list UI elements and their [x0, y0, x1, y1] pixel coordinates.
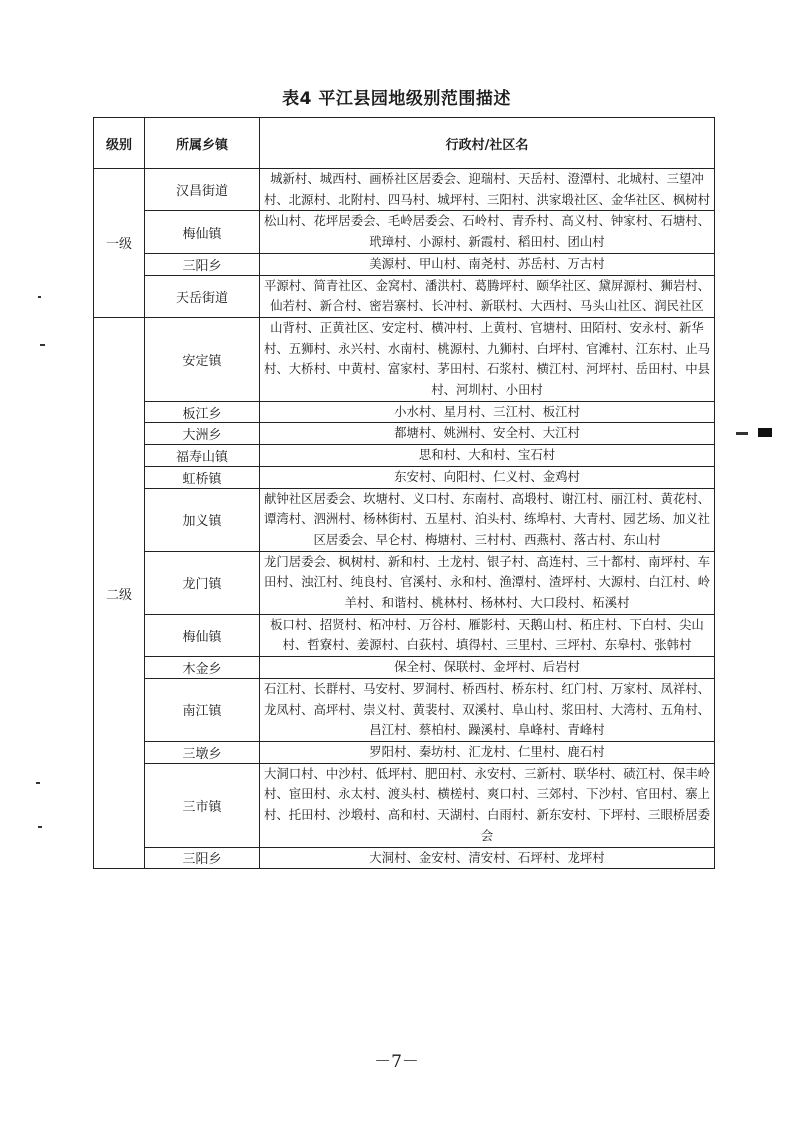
town-cell: 南江镇 [145, 678, 260, 741]
town-cell: 安定镇 [145, 317, 260, 401]
header-town: 所属乡镇 [145, 118, 260, 169]
villages-cell: 平源村、简青社区、金窝村、潘洪村、葛腾坪村、颐华社区、黛屏源村、狮岩村、仙若村、新合村、密岩寨村、长冲村、新联村、大西村、马头山社区、润民社区 [260, 275, 715, 317]
table-row [94, 657, 715, 679]
table-row [94, 678, 715, 741]
town-cell: 梅仙镇 [145, 211, 260, 253]
villages-cell: 石江村、长群村、马安村、罗洞村、桥西村、桥东村、红门村、万家村、凤祥村、龙凤村、高坪村、崇义村、黄裴村、双溪村、阜山村、浆田村、大湾村、五角村、昌江村、蔡柏村、躁溪村、阜峰村、青峰村 [260, 678, 715, 741]
villages-cell: 板口村、招贤村、柘冲村、万谷村、雁影村、天鹅山村、柘庄村、下白村、尖山村、哲寮村、姜源村、白荻村、填得村、三里村、三坪村、东皋村、张韩村 [260, 614, 715, 656]
villages-cell: 大洞村、金安村、清安村、石坪村、龙坪村 [260, 847, 715, 869]
town-cell: 梅仙镇 [145, 614, 260, 656]
villages-cell: 保全村、保联村、金坪村、后岩村 [260, 657, 715, 679]
town-cell: 天岳街道 [145, 275, 260, 317]
town-cell: 汉昌街道 [145, 169, 260, 211]
table-row [94, 253, 715, 275]
villages-cell: 思和村、大和村、宝石村 [260, 445, 715, 467]
header-villages: 行政村/社区名 [260, 118, 715, 169]
villages-cell: 都塘村、姚洲村、安全村、大江村 [260, 423, 715, 445]
table-header-row [94, 118, 715, 169]
scan-speck [38, 296, 41, 298]
town-cell: 木金乡 [145, 657, 260, 679]
table-row [94, 763, 715, 847]
table-row [94, 211, 715, 253]
villages-cell: 小水村、星月村、三江村、板江村 [260, 401, 715, 423]
villages-cell: 龙门居委会、枫树村、新和村、土龙村、银子村、高连村、三十都村、南坪村、车田村、浊江村、纯良村、官溪村、永和村、渔潭村、渣坪村、大源村、白江村、岭羊村、和谐村、桃林村、杨林村、大口段村、柘溪村 [260, 551, 715, 614]
town-cell: 加义镇 [145, 488, 260, 551]
table-row [94, 466, 715, 488]
town-cell: 福寿山镇 [145, 445, 260, 467]
town-cell: 龙门镇 [145, 551, 260, 614]
table-row [94, 317, 715, 401]
villages-cell: 献钟社区居委会、坎塘村、义口村、东南村、高塅村、谢江村、丽江村、黄花村、谭湾村、泗洲村、杨林街村、五星村、泊头村、练埠村、大青村、园艺场、加义社区居委会、早仑村、梅塘村、三村村、西燕村、落古村、东山村 [260, 488, 715, 551]
table-row [94, 741, 715, 763]
table-row [94, 445, 715, 467]
page-number: －7－ [374, 1052, 419, 1072]
table-title: 表4 平江县园地级别范围描述 [282, 89, 511, 109]
villages-cell: 山背村、正黄社区、安定村、横冲村、上黄村、官塘村、田陌村、安永村、新华村、五狮村、永兴村、水南村、桃源村、九狮村、白坪村、官滩村、江东村、止马村、大桥村、中黄村、富家村、茅田村、石浆村、横江村、河坪村、岳田村、中县村、河圳村、小田村 [260, 317, 715, 401]
table-row [94, 275, 715, 317]
town-cell: 三市镇 [145, 763, 260, 847]
scan-speck [40, 344, 45, 346]
table-row [94, 614, 715, 656]
table-row [94, 551, 715, 614]
header-level: 级别 [94, 118, 145, 169]
table-row [94, 169, 715, 211]
town-cell: 大洲乡 [145, 423, 260, 445]
scan-speck [36, 782, 40, 784]
villages-cell: 大洞口村、中沙村、低坪村、肥田村、永安村、三新村、联华村、碛江村、保丰岭村、宦田村、永太村、渡头村、横槎村、爽口村、三郊村、下沙村、官田村、寨上村、托田村、沙塅村、高和村、天湖村、白雨村、新东安村、下坪村、三眼桥居委会 [260, 763, 715, 847]
villages-cell: 城新村、城西村、画桥社区居委会、迎瑞村、天岳村、澄潭村、北城村、三望冲村、北源村、北附村、四马村、城坪村、三阳村、洪家塅社区、金华社区、枫树村 [260, 169, 715, 211]
table-row [94, 401, 715, 423]
villages-cell: 松山村、花坪居委会、毛岭居委会、石岭村、青乔村、高义村、钟家村、石塘村、玳璋村、小源村、新霞村、稻田村、团山村 [260, 211, 715, 253]
town-cell: 三阳乡 [145, 847, 260, 869]
town-cell: 三墩乡 [145, 741, 260, 763]
villages-cell: 东安村、向阳村、仁义村、金鸡村 [260, 466, 715, 488]
table-row [94, 423, 715, 445]
villages-cell: 美源村、甲山村、南尧村、苏岳村、万古村 [260, 253, 715, 275]
land-level-table [93, 117, 715, 869]
level-cell: 一级 [94, 169, 145, 318]
villages-cell: 罗阳村、秦坊村、汇龙村、仁里村、鹿石村 [260, 741, 715, 763]
town-cell: 板江乡 [145, 401, 260, 423]
table-row [94, 847, 715, 869]
scan-speck [736, 432, 748, 435]
town-cell: 三阳乡 [145, 253, 260, 275]
table-row [94, 488, 715, 551]
town-cell: 虹桥镇 [145, 466, 260, 488]
level-cell: 二级 [94, 317, 145, 868]
scan-speck [38, 826, 42, 828]
scan-speck [758, 428, 772, 437]
